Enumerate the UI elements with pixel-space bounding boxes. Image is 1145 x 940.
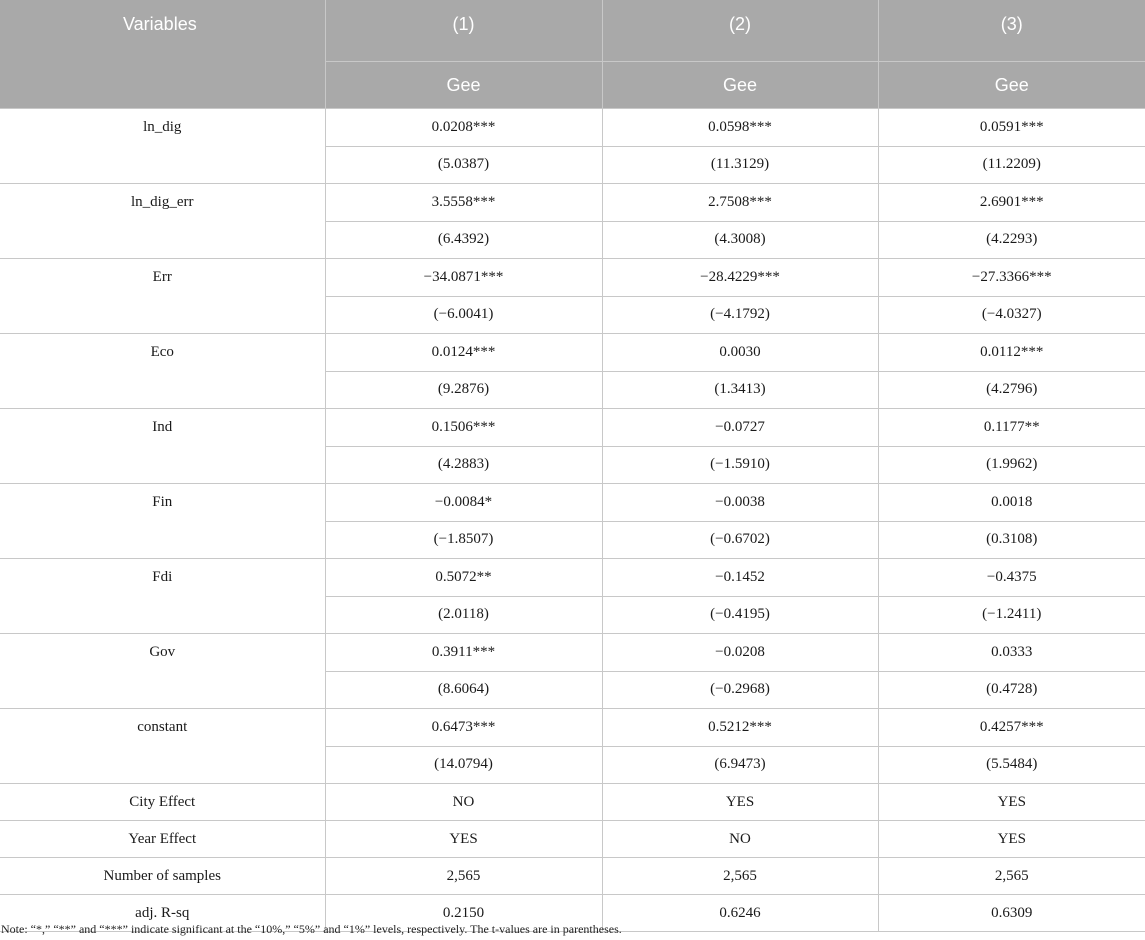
coefficient-cell: 0.0112*** (878, 334, 1145, 372)
t-value-cell: (1.9962) (878, 446, 1145, 484)
coefficient-cell: 3.5558*** (325, 184, 602, 222)
t-value-cell: (−4.1792) (602, 296, 878, 334)
t-value-cell: (4.2293) (878, 221, 1145, 259)
t-value-cell: (−6.0041) (325, 296, 602, 334)
footer-value-cell: 0.6246 (602, 895, 878, 932)
footer-value-cell: 2,565 (878, 858, 1145, 895)
header-row-columns (0, 0, 1145, 62)
coefficient-cell: 0.0208*** (325, 109, 602, 147)
t-value-cell: (−4.0327) (878, 296, 1145, 334)
t-value-cell: (0.4728) (878, 671, 1145, 709)
t-value-cell: (−1.2411) (878, 596, 1145, 634)
coefficient-cell: −34.0871*** (325, 259, 602, 297)
coefficient-cell: 0.5212*** (602, 709, 878, 747)
t-value-cell: (1.3413) (602, 371, 878, 409)
coefficient-cell: −0.1452 (602, 559, 878, 597)
t-value-cell: (8.6064) (325, 671, 602, 709)
coefficient-cell: 0.0018 (878, 484, 1145, 522)
footer-value-cell: NO (325, 784, 602, 821)
coefficient-cell: −0.4375 (878, 559, 1145, 597)
table-row (0, 858, 1145, 895)
table-row (0, 709, 1145, 747)
footer-value-cell: NO (602, 821, 878, 858)
footer-value-cell: 0.2150 (325, 895, 602, 932)
variable-label: ln_dig_err (0, 184, 325, 259)
t-value-cell: (0.3108) (878, 521, 1145, 559)
table-row (0, 821, 1145, 858)
coefficient-cell: 0.5072** (325, 559, 602, 597)
footer-value-cell: YES (878, 821, 1145, 858)
footer-label: Number of samples (0, 858, 325, 895)
t-value-cell: (11.3129) (602, 146, 878, 184)
coefficient-cell: 2.7508*** (602, 184, 878, 222)
t-value-cell: (−0.4195) (602, 596, 878, 634)
t-value-cell: (4.2796) (878, 371, 1145, 409)
coefficient-cell: −28.4229*** (602, 259, 878, 297)
t-value-cell: (4.3008) (602, 221, 878, 259)
table-row (0, 409, 1145, 447)
coefficient-cell: 0.0591*** (878, 109, 1145, 147)
coefficient-cell: 0.0598*** (602, 109, 878, 147)
table-row (0, 484, 1145, 522)
t-value-cell: (−0.6702) (602, 521, 878, 559)
t-value-cell: (−0.2968) (602, 671, 878, 709)
table-row (0, 784, 1145, 821)
header-method-2: Gee (602, 62, 878, 109)
coefficient-cell: 0.4257*** (878, 709, 1145, 747)
coefficient-cell: −0.0727 (602, 409, 878, 447)
header-method-1: Gee (325, 62, 602, 109)
header-col-1: (1) (325, 0, 602, 62)
coefficient-cell: 0.6473*** (325, 709, 602, 747)
t-value-cell: (9.2876) (325, 371, 602, 409)
coefficient-cell: 0.1506*** (325, 409, 602, 447)
t-value-cell: (11.2209) (878, 146, 1145, 184)
coefficient-cell: 0.0333 (878, 634, 1145, 672)
footer-value-cell: YES (602, 784, 878, 821)
footer-label: City Effect (0, 784, 325, 821)
variable-label: Fin (0, 484, 325, 559)
table-row (0, 259, 1145, 297)
t-value-cell: (−1.8507) (325, 521, 602, 559)
coefficient-cell: 0.3911*** (325, 634, 602, 672)
t-value-cell: (6.4392) (325, 221, 602, 259)
table-row (0, 184, 1145, 222)
t-value-cell: (−1.5910) (602, 446, 878, 484)
header-variables: Variables (0, 0, 325, 109)
coefficient-cell: 2.6901*** (878, 184, 1145, 222)
variable-label: ln_dig (0, 109, 325, 184)
variable-label: Gov (0, 634, 325, 709)
t-value-cell: (14.0794) (325, 746, 602, 784)
footer-value-cell: YES (878, 784, 1145, 821)
header-col-3: (3) (878, 0, 1145, 62)
footer-value-cell: 2,565 (602, 858, 878, 895)
coefficient-cell: −0.0208 (602, 634, 878, 672)
footer-value-cell: YES (325, 821, 602, 858)
footer-value-cell: 0.6309 (878, 895, 1145, 932)
table-row (0, 634, 1145, 672)
t-value-cell: (6.9473) (602, 746, 878, 784)
variable-label: constant (0, 709, 325, 784)
header-method-3: Gee (878, 62, 1145, 109)
footer-label: Year Effect (0, 821, 325, 858)
variable-label: Fdi (0, 559, 325, 634)
footer-label: adj. R-sq (0, 895, 325, 932)
t-value-cell: (4.2883) (325, 446, 602, 484)
footer-value-cell: 2,565 (325, 858, 602, 895)
table-row (0, 559, 1145, 597)
table-row (0, 334, 1145, 372)
header-col-2: (2) (602, 0, 878, 62)
table-body (0, 109, 1145, 932)
coefficient-cell: 0.0030 (602, 334, 878, 372)
t-value-cell: (5.5484) (878, 746, 1145, 784)
t-value-cell: (2.0118) (325, 596, 602, 634)
table-row (0, 109, 1145, 147)
variable-label: Ind (0, 409, 325, 484)
t-value-cell: (5.0387) (325, 146, 602, 184)
coefficient-cell: −0.0084* (325, 484, 602, 522)
table-note: Note: “*,” “**” and “***” indicate significant at the “10%,” “5%” and “1%” levels, respectively. The t-values are in parentheses. (1, 922, 622, 936)
coefficient-cell: 0.0124*** (325, 334, 602, 372)
coefficient-cell: −27.3366*** (878, 259, 1145, 297)
coefficient-cell: 0.1177** (878, 409, 1145, 447)
variable-label: Err (0, 259, 325, 334)
variable-label: Eco (0, 334, 325, 409)
coefficient-cell: −0.0038 (602, 484, 878, 522)
